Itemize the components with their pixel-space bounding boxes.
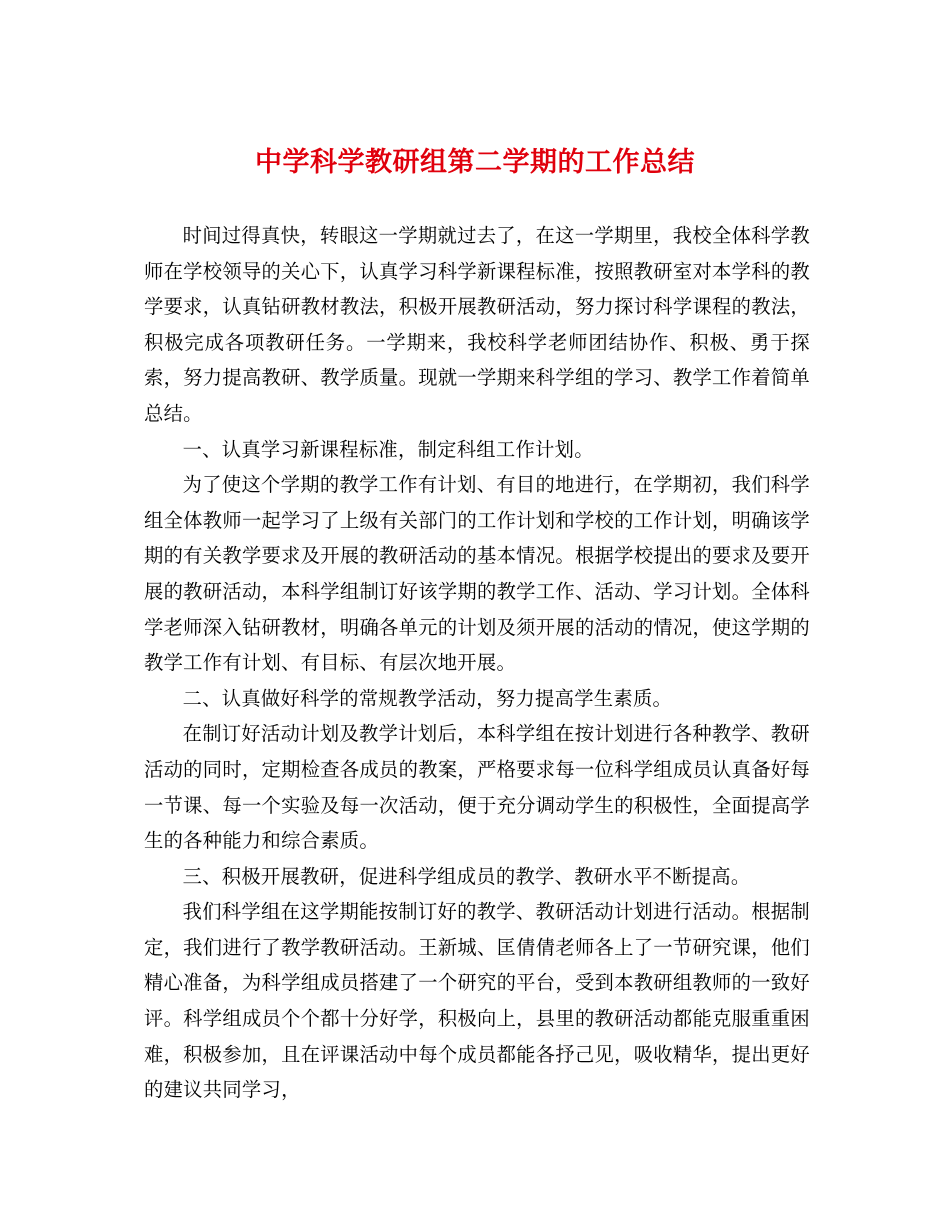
paragraph-section-3: 我们科学组在这学期能按制订好的教学、教研活动计划进行活动。根据制定，我们进行了教学教研活动。王新城、匡倩倩老师各上了一节研究课，他们精心准备，为科学组成员搭建了一个研究的平台，受到本教研组教师的一致好评。科学组成员个个都十分好学，积极向上，县里的教研活动都能克服重重困难，积极参加，且在评课活动中每个成员都能各抒己见，吸收精华，提出更好的建议共同学习， — [144, 900, 810, 1102]
document-body — [144, 218, 810, 1108]
paragraph-section-1: 为了使这个学期的教学工作有计划、有目的地进行，在学期初，我们科学组全体教师一起学习了上级有关部门的工作计划和学校的工作计划，明确该学期的有关教学要求及开展的教研活动的基本情况。根据学校提出的要求及要开展的教研活动，本科学组制订好该学期的教学工作、活动、学习计划。全体科学老师深入钻研教材，明确各单元的计划及须开展的活动的情况，使这学期的教学工作有计划、有目标、有层次地开展。 — [144, 473, 810, 675]
section-heading-1: 一、认真学习新课程标准，制定科组工作计划。 — [182, 437, 594, 461]
document-title: 中学科学教研组第二学期的工作总结 — [255, 147, 695, 178]
paragraph-intro: 时间过得真快，转眼这一学期就过去了，在这一学期里，我校全体科学教师在学校领导的关心下，认真学习科学新课程标准，按照教研室对本学科的教学要求，认真钻研教材教法，积极开展教研活动，努力探讨科学课程的教法，积极完成各项教研任务。一学期来，我校科学老师团结协作、积极、勇于探索，努力提高教研、教学质量。现就一学期来科学组的学习、教学工作着简单总结。 — [144, 224, 810, 425]
section-heading-2: 二、认真做好科学的常规教学活动，努力提高学生素质。 — [182, 686, 673, 710]
section-heading-3: 三、积极开展教研，促进科学组成员的教学、教研水平不断提高。 — [182, 864, 751, 888]
paragraph-section-2: 在制订好活动计划及教学计划后，本科学组在按计划进行各种教学、教研活动的同时，定期检查各成员的教案，严格要求每一位科学组成员认真备好每一节课、每一个实验及每一次活动，便于充分调动学生的积极性，全面提高学生的各种能力和综合素质。 — [144, 722, 810, 853]
